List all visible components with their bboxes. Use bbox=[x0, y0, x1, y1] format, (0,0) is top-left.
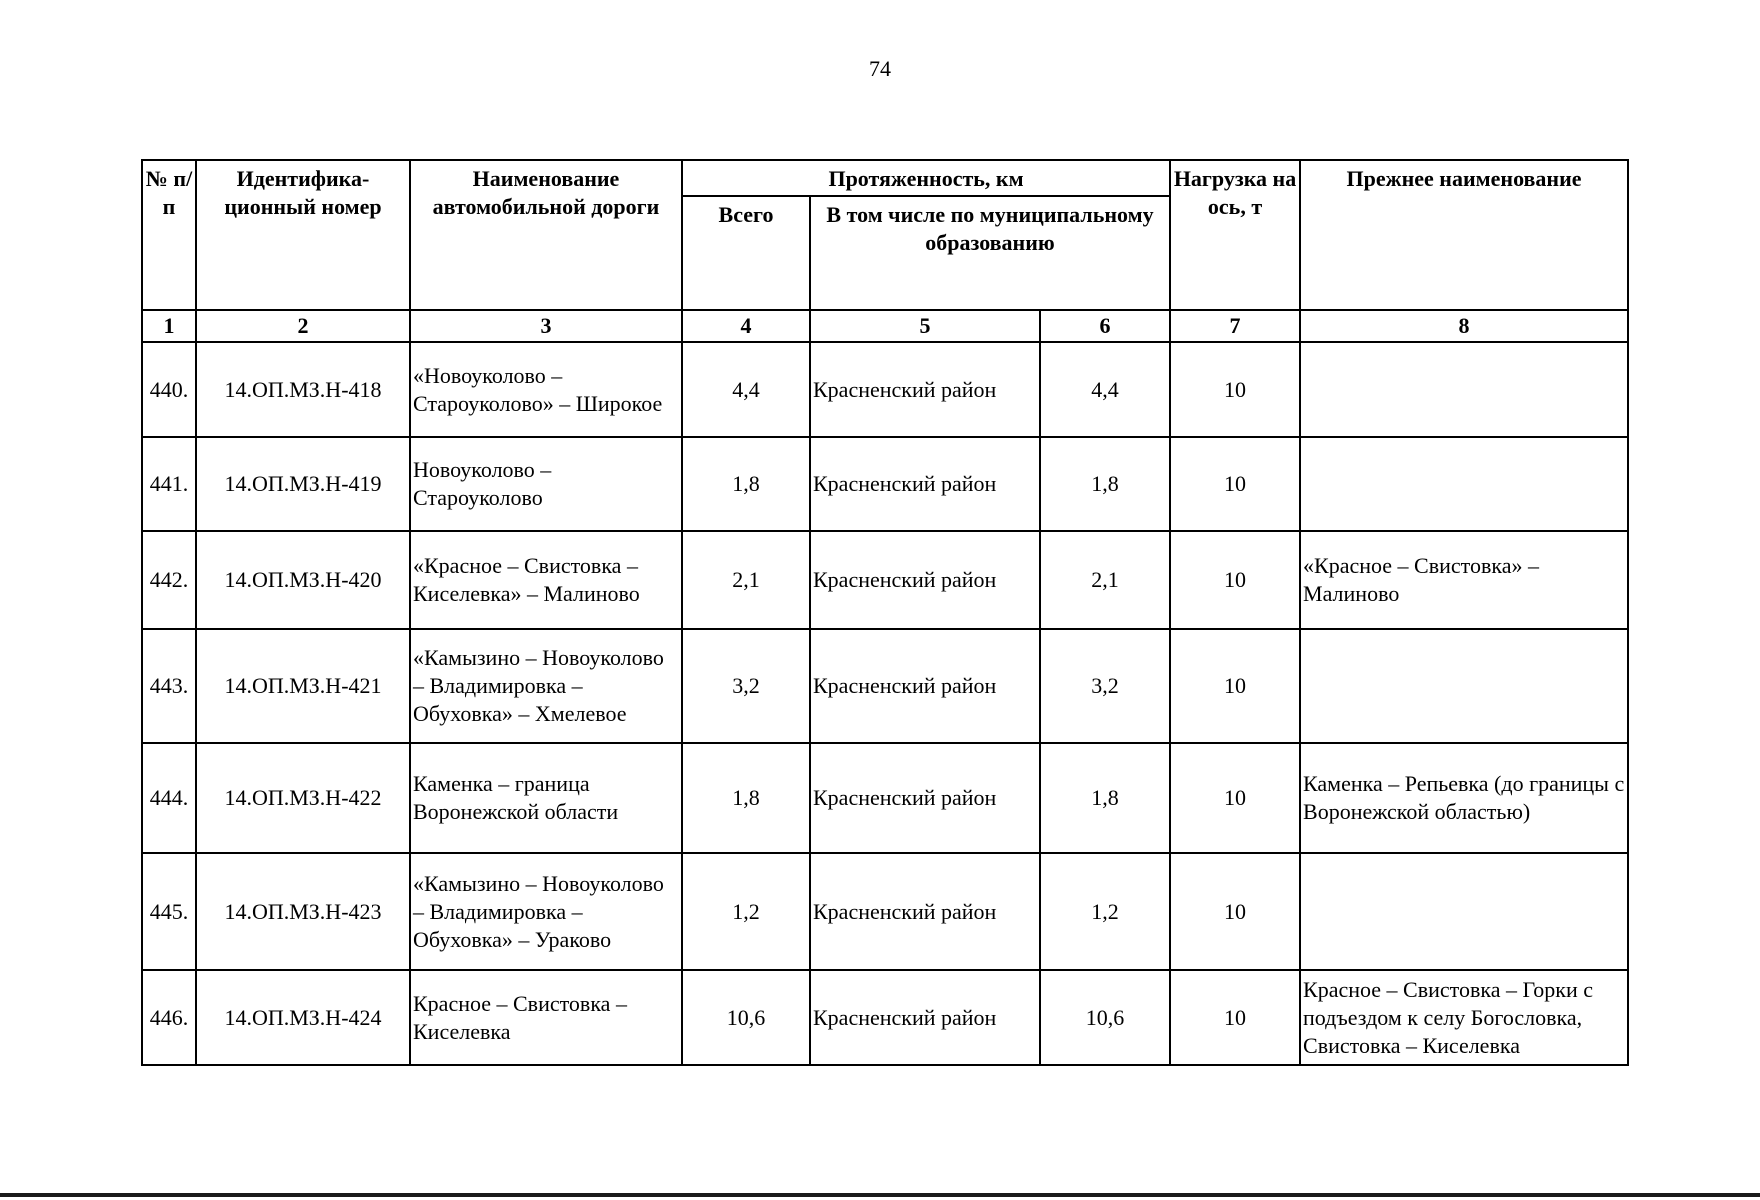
page-number: 74 bbox=[869, 56, 891, 81]
column-number: 2 bbox=[196, 310, 410, 342]
table-row bbox=[142, 437, 1628, 531]
row-previous-name bbox=[1300, 342, 1628, 437]
row-axle-load: 10 bbox=[1170, 970, 1300, 1065]
row-municipality: Красненский район bbox=[810, 970, 1040, 1065]
row-previous-name bbox=[1300, 437, 1628, 531]
roads-table bbox=[141, 159, 1629, 1066]
row-municipality-length: 3,2 bbox=[1040, 629, 1170, 743]
row-previous-name: Красное – Свистовка – Горки с подъездом к селу Богословка, Свистовка – Киселевка bbox=[1300, 970, 1628, 1065]
row-id: 14.ОП.МЗ.Н-419 bbox=[196, 437, 410, 531]
row-total-length: 3,2 bbox=[682, 629, 810, 743]
column-number: 5 bbox=[810, 310, 1040, 342]
row-total-length: 4,4 bbox=[682, 342, 810, 437]
row-road-name: «Новоуколово – Староуколово» – Широкое bbox=[410, 342, 682, 437]
table-row bbox=[142, 342, 1628, 437]
header-previous-name: Прежнее наименование bbox=[1300, 160, 1628, 310]
row-municipality: Красненский район bbox=[810, 629, 1040, 743]
row-road-name: «Красное – Свистовка – Киселевка» – Малиново bbox=[410, 531, 682, 629]
row-previous-name bbox=[1300, 853, 1628, 970]
header-road-name: Наименование автомобильной дороги bbox=[410, 160, 682, 310]
row-previous-name: Каменка – Репьевка (до границы с Воронежской областью) bbox=[1300, 743, 1628, 853]
table-row bbox=[142, 970, 1628, 1065]
header-total: Всего bbox=[682, 196, 810, 310]
column-number: 6 bbox=[1040, 310, 1170, 342]
row-id: 14.ОП.МЗ.Н-418 bbox=[196, 342, 410, 437]
row-number: 443. bbox=[142, 629, 196, 743]
column-number-row bbox=[142, 310, 1628, 342]
header-id: Идентифика-ционный номер bbox=[196, 160, 410, 310]
row-municipality-length: 2,1 bbox=[1040, 531, 1170, 629]
row-axle-load: 10 bbox=[1170, 342, 1300, 437]
row-road-name: «Камызино – Новоуколово – Владимировка – Обуховка» – Ураково bbox=[410, 853, 682, 970]
row-road-name: «Камызино – Новоуколово – Владимировка – Обуховка» – Хмелевое bbox=[410, 629, 682, 743]
row-id: 14.ОП.МЗ.Н-424 bbox=[196, 970, 410, 1065]
row-municipality: Красненский район bbox=[810, 743, 1040, 853]
row-road-name: Каменка – граница Воронежской области bbox=[410, 743, 682, 853]
row-axle-load: 10 bbox=[1170, 437, 1300, 531]
row-axle-load: 10 bbox=[1170, 853, 1300, 970]
row-number: 441. bbox=[142, 437, 196, 531]
row-road-name: Новоуколово – Староуколово bbox=[410, 437, 682, 531]
row-number: 446. bbox=[142, 970, 196, 1065]
row-total-length: 1,2 bbox=[682, 853, 810, 970]
row-id: 14.ОП.МЗ.Н-421 bbox=[196, 629, 410, 743]
row-axle-load: 10 bbox=[1170, 531, 1300, 629]
row-municipality-length: 1,8 bbox=[1040, 743, 1170, 853]
row-total-length: 1,8 bbox=[682, 437, 810, 531]
header-num: № п/п bbox=[142, 160, 196, 310]
row-road-name: Красное – Свистовка – Киселевка bbox=[410, 970, 682, 1065]
row-id: 14.ОП.МЗ.Н-423 bbox=[196, 853, 410, 970]
row-axle-load: 10 bbox=[1170, 743, 1300, 853]
header-including-municipality: В том числе по муниципальному образованию bbox=[810, 196, 1170, 310]
column-number: 4 bbox=[682, 310, 810, 342]
row-previous-name: «Красное – Свистовка» – Малиново bbox=[1300, 531, 1628, 629]
row-municipality-length: 4,4 bbox=[1040, 342, 1170, 437]
row-number: 444. bbox=[142, 743, 196, 853]
row-municipality-length: 1,8 bbox=[1040, 437, 1170, 531]
scan-bottom-edge bbox=[0, 1193, 1760, 1197]
column-number: 7 bbox=[1170, 310, 1300, 342]
row-municipality: Красненский район bbox=[810, 342, 1040, 437]
table-row bbox=[142, 531, 1628, 629]
row-axle-load: 10 bbox=[1170, 629, 1300, 743]
table-row bbox=[142, 743, 1628, 853]
column-number: 3 bbox=[410, 310, 682, 342]
row-number: 440. bbox=[142, 342, 196, 437]
row-municipality-length: 1,2 bbox=[1040, 853, 1170, 970]
row-total-length: 2,1 bbox=[682, 531, 810, 629]
row-previous-name bbox=[1300, 629, 1628, 743]
row-number: 445. bbox=[142, 853, 196, 970]
header-axle-load: Нагрузка на ось, т bbox=[1170, 160, 1300, 310]
header-length-group: Протяженность, км bbox=[682, 160, 1170, 196]
row-municipality: Красненский район bbox=[810, 531, 1040, 629]
table-row bbox=[142, 853, 1628, 970]
row-id: 14.ОП.МЗ.Н-422 bbox=[196, 743, 410, 853]
row-municipality-length: 10,6 bbox=[1040, 970, 1170, 1065]
table-row bbox=[142, 629, 1628, 743]
row-total-length: 1,8 bbox=[682, 743, 810, 853]
row-number: 442. bbox=[142, 531, 196, 629]
row-municipality: Красненский район bbox=[810, 437, 1040, 531]
column-number: 1 bbox=[142, 310, 196, 342]
row-total-length: 10,6 bbox=[682, 970, 810, 1065]
header-row bbox=[142, 160, 1628, 196]
column-number: 8 bbox=[1300, 310, 1628, 342]
row-id: 14.ОП.МЗ.Н-420 bbox=[196, 531, 410, 629]
row-municipality: Красненский район bbox=[810, 853, 1040, 970]
